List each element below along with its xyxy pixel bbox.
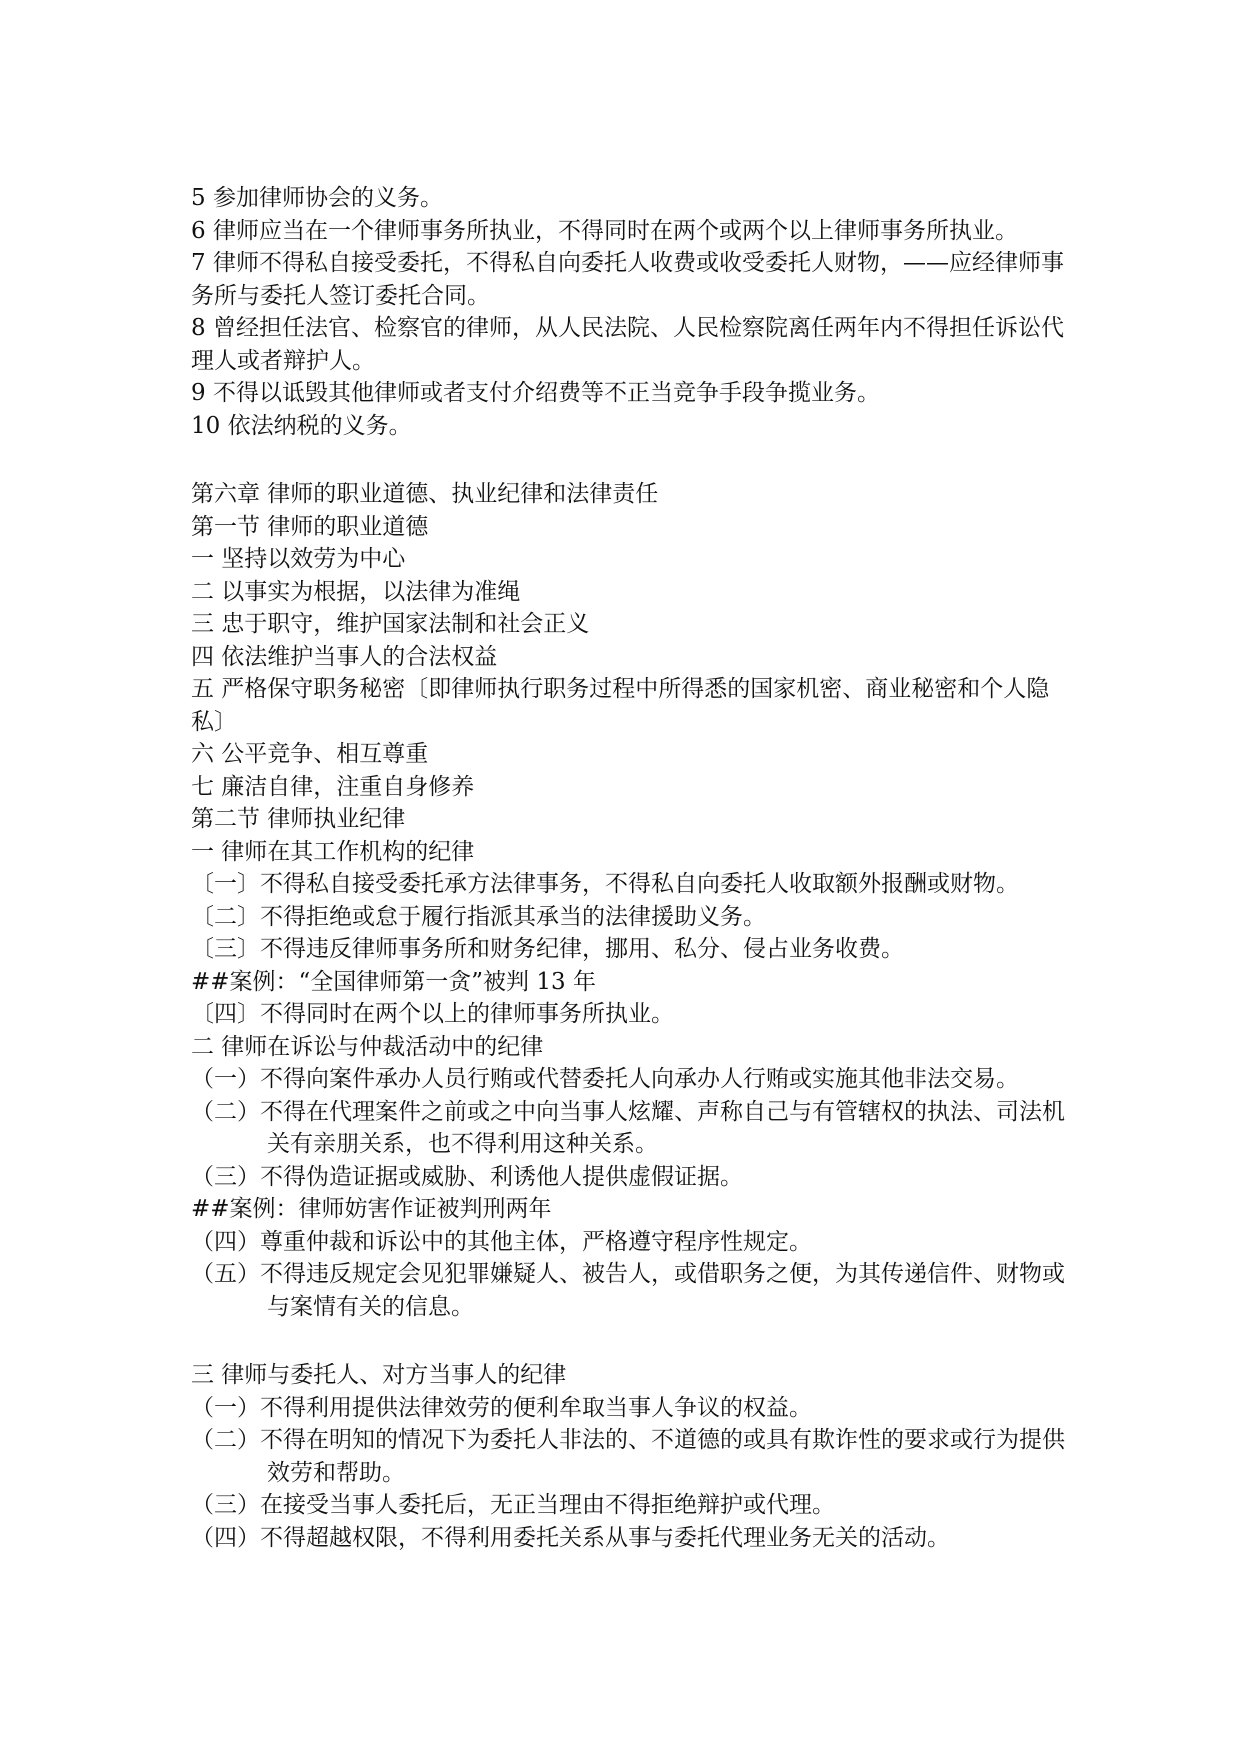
chapter-title: 第六章 律师的职业道德、执业纪律和法律责任: [191, 481, 659, 507]
discipline-item: （五）不得违反规定会见犯罪嫌疑人、被告人，或借职务之便，为其传递信件、财物或与案情有关的信息。: [191, 1261, 1065, 1320]
discipline-item: （一）不得利用提供法律效劳的便利牟取当事人争议的权益。: [191, 1394, 812, 1421]
paragraph-gap: [191, 1323, 1071, 1359]
ethics-item: 六 公平竞争、相互尊重: [191, 741, 429, 767]
obligation-item: 6 律师应当在一个律师事务所执业，不得同时在两个或两个以上律师事务所执业。: [191, 217, 1018, 244]
subsection-title: 二 律师在诉讼与仲裁活动中的纪律: [191, 1033, 544, 1060]
ethics-item: 四 依法维护当事人的合法权益: [191, 643, 498, 670]
obligation-item: 7 律师不得私自接受委托，不得私自向委托人收费或收受委托人财物，——应经律师事务所与委托人签订委托合同。: [191, 250, 1064, 309]
discipline-item: 〔四〕不得同时在两个以上的律师事务所执业。: [191, 1001, 674, 1027]
ethics-item: 七 廉洁自律，注重自身修养: [191, 773, 475, 800]
section-title: 第一节 律师的职业道德: [191, 513, 429, 540]
ethics-item: 二 以事实为根据，以法律为准绳: [191, 578, 521, 605]
obligation-item: 9 不得以诋毁其他律师或者支付介绍费等不正当竞争手段争揽业务。: [191, 380, 880, 406]
discipline-item: （二）不得在明知的情况下为委托人非法的、不道德的或具有欺诈性的要求或行为提供效劳和帮助。: [191, 1427, 1065, 1486]
ethics-item: 三 忠于职守，维护国家法制和社会正义: [191, 611, 590, 637]
discipline-item: 〔二〕不得拒绝或怠于履行指派其承当的法律援助义务。: [191, 903, 766, 930]
discipline-item: 〔一〕不得私自接受委托承方法律事务，不得私自向委托人收取额外报酬或财物。: [191, 871, 1019, 897]
ethics-item: 一 坚持以效劳为中心: [191, 546, 406, 572]
discipline-item: （三）不得伪造证据或威胁、利诱他人提供虚假证据。: [191, 1163, 743, 1190]
obligation-item: 5 参加律师协会的义务。: [191, 185, 443, 211]
discipline-item: （一）不得向案件承办人员行贿或代替委托人向承办人行贿或实施其他非法交易。: [191, 1066, 1019, 1092]
discipline-item: （二）不得在代理案件之前或之中向当事人炫耀、声称自己与有管辖权的执法、司法机关有亲朋关系，也不得利用这种关系。: [191, 1098, 1065, 1157]
discipline-item: （三）在接受当事人委托后，无正当理由不得拒绝辩护或代理。: [191, 1492, 835, 1518]
subsection-title: 一 律师在其工作机构的纪律: [191, 838, 475, 865]
obligation-item: 10 依法纳税的义务。: [191, 412, 412, 439]
discipline-item: 〔三〕不得违反律师事务所和财务纪律，挪用、私分、侵占业务收费。: [191, 936, 904, 962]
subsection-title: 三 律师与委托人、对方当事人的纪律: [191, 1362, 567, 1388]
case-note: ##案例：“全国律师第一贪”被判 13 年: [191, 968, 596, 995]
paragraph-gap: [191, 442, 1071, 478]
case-note: ##案例：律师妨害作证被判刑两年: [191, 1196, 552, 1222]
obligation-item: 8 曾经担任法官、检察官的律师，从人民法院、人民检察院离任两年内不得担任诉讼代理人或者辩护人。: [191, 315, 1064, 374]
discipline-item: （四）尊重仲裁和诉讼中的其他主体，严格遵守程序性规定。: [191, 1228, 812, 1255]
section-title: 第二节 律师执业纪律: [191, 806, 406, 832]
ethics-item: 五 严格保守职务秘密〔即律师执行职务过程中所得悉的国家机密、商业秘密和个人隐私〕: [191, 676, 1050, 735]
discipline-item: （四）不得超越权限，不得利用委托关系从事与委托代理业务无关的活动。: [191, 1524, 950, 1551]
document-body: [191, 182, 1071, 1554]
